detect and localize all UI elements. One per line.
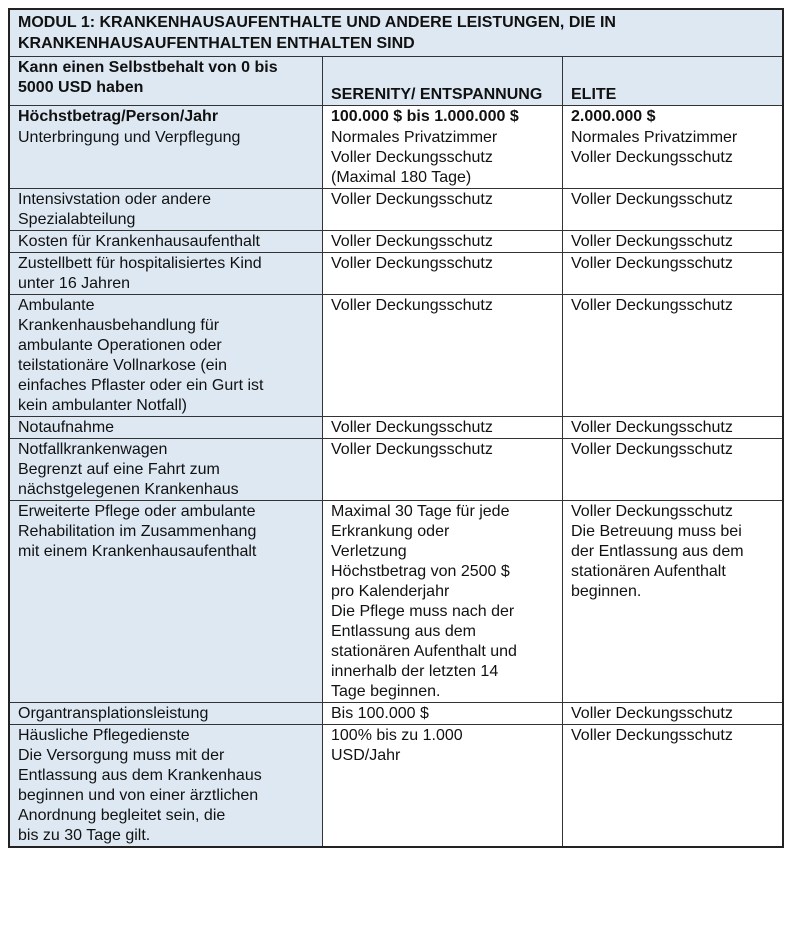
elite-value bbox=[563, 439, 782, 500]
title-row bbox=[10, 10, 782, 56]
header-serenity: SERENITY/ ENTSPANNUNG bbox=[323, 57, 563, 105]
elite-value bbox=[563, 253, 782, 294]
cell-line: Spezialabteilung bbox=[18, 211, 136, 228]
table-row bbox=[10, 724, 782, 846]
max-amount-row bbox=[10, 105, 782, 127]
cell-line: Tage beginnen. bbox=[331, 683, 441, 700]
cell-line: Normales Privatzimmer bbox=[331, 129, 498, 146]
benefit-rows bbox=[10, 127, 782, 846]
cell-line: Rehabilitation im Zusammenhang bbox=[18, 523, 257, 540]
table-row bbox=[10, 252, 782, 294]
cell-line: Voller Deckungsschutz bbox=[571, 503, 733, 520]
cell-line: Erweiterte Pflege oder ambulante bbox=[18, 503, 256, 520]
cell-line: bis zu 30 Tage gilt. bbox=[18, 827, 151, 844]
cell-line: nächstgelegenen Krankenhaus bbox=[18, 481, 239, 498]
cell-line: Voller Deckungsschutz bbox=[331, 419, 493, 436]
cell-line: Voller Deckungsschutz bbox=[571, 441, 733, 458]
cell-line: Voller Deckungsschutz bbox=[331, 255, 493, 272]
cell-line: beginnen. bbox=[571, 583, 642, 600]
elite-value bbox=[563, 295, 782, 416]
elite-value bbox=[563, 501, 782, 702]
cell-line: Anordnung begleitet sein, die bbox=[18, 807, 226, 824]
cell-line: Die Betreuung muss bei bbox=[571, 523, 742, 540]
serenity-value bbox=[323, 295, 563, 416]
serenity-value bbox=[323, 253, 563, 294]
cell-line: Voller Deckungsschutz bbox=[571, 297, 733, 314]
serenity-value bbox=[323, 501, 563, 702]
max-amount-serenity: 100.000 $ bis 1.000.000 $ bbox=[323, 106, 563, 127]
cell-line: Die Versorgung muss mit der bbox=[18, 747, 225, 764]
cell-line: Organtransplationsleistung bbox=[18, 705, 209, 722]
serenity-value bbox=[323, 231, 563, 252]
cell-line: Höchstbetrag von 2500 $ bbox=[331, 563, 510, 580]
benefit-label bbox=[10, 253, 323, 294]
cell-line: Notaufnahme bbox=[18, 419, 115, 436]
table-title: MODUL 1: KRANKENHAUSAUFENTHALTE UND ANDERE LEISTUNGEN, DIE IN KRANKENHAUSAUFENTHALTEN ENTHALTEN SIND bbox=[10, 10, 782, 56]
cell-line: Ambulante bbox=[18, 297, 95, 314]
elite-value bbox=[563, 231, 782, 252]
cell-line: Voller Deckungsschutz bbox=[331, 149, 493, 166]
cell-line: Notfallkrankenwagen bbox=[18, 441, 168, 458]
cell-line: kein ambulanter Notfall) bbox=[18, 397, 187, 414]
header-elite: ELITE bbox=[563, 57, 782, 105]
benefit-label bbox=[10, 189, 323, 230]
cell-line: beginnen und von einer ärztlichen bbox=[18, 787, 259, 804]
cell-line: Bis 100.000 $ bbox=[331, 705, 429, 722]
cell-line: Voller Deckungsschutz bbox=[331, 233, 493, 250]
cell-line: USD/Jahr bbox=[331, 747, 401, 764]
cell-line: Voller Deckungsschutz bbox=[571, 233, 733, 250]
cell-line: (Maximal 180 Tage) bbox=[331, 169, 472, 186]
cell-line: unter 16 Jahren bbox=[18, 275, 131, 292]
table-row bbox=[10, 230, 782, 252]
cell-line: der Entlassung aus dem bbox=[571, 543, 744, 560]
table-row bbox=[10, 500, 782, 702]
table-row bbox=[10, 702, 782, 724]
max-amount-label: Höchstbetrag/Person/Jahr bbox=[10, 106, 323, 127]
benefit-label bbox=[10, 501, 323, 702]
benefit-label bbox=[10, 295, 323, 416]
cell-line: Entlassung aus dem bbox=[331, 623, 476, 640]
elite-value bbox=[563, 127, 782, 188]
serenity-value bbox=[323, 417, 563, 438]
cell-line: Intensivstation oder andere bbox=[18, 191, 212, 208]
elite-value bbox=[563, 703, 782, 724]
elite-value bbox=[563, 725, 782, 846]
cell-line: Normales Privatzimmer bbox=[571, 129, 738, 146]
header-deductible: Kann einen Selbstbehalt von 0 bis 5000 USD haben bbox=[10, 57, 323, 105]
cell-line: Häusliche Pflegedienste bbox=[18, 727, 190, 744]
cell-line: Voller Deckungsschutz bbox=[571, 727, 733, 744]
cell-line: stationären Aufenthalt bbox=[571, 563, 726, 580]
cell-line: Voller Deckungsschutz bbox=[571, 191, 733, 208]
table-row bbox=[10, 127, 782, 188]
cell-line: einfaches Pflaster oder ein Gurt ist bbox=[18, 377, 264, 394]
table-row bbox=[10, 416, 782, 438]
max-amount-elite: 2.000.000 $ bbox=[571, 108, 656, 125]
cell-line: Krankenhausbehandlung für bbox=[18, 317, 220, 334]
cell-line: Voller Deckungsschutz bbox=[571, 705, 733, 722]
table-row bbox=[10, 188, 782, 230]
benefit-label bbox=[10, 439, 323, 500]
cell-line: teilstationäre Vollnarkose (ein bbox=[18, 357, 228, 374]
cell-line: pro Kalenderjahr bbox=[331, 583, 450, 600]
header-row bbox=[10, 56, 782, 105]
benefit-label bbox=[10, 703, 323, 724]
serenity-value bbox=[323, 127, 563, 188]
cell-line: Voller Deckungsschutz bbox=[571, 149, 733, 166]
cell-line: innerhalb der letzten 14 bbox=[331, 663, 499, 680]
cell-line: Voller Deckungsschutz bbox=[571, 419, 733, 436]
coverage-table bbox=[8, 8, 784, 848]
cell-line: Voller Deckungsschutz bbox=[331, 297, 493, 314]
benefit-label bbox=[10, 417, 323, 438]
cell-line: ambulante Operationen oder bbox=[18, 337, 222, 354]
cell-line: Verletzung bbox=[331, 543, 407, 560]
elite-value bbox=[563, 189, 782, 230]
cell-line: mit einem Krankenhausaufenthalt bbox=[18, 543, 257, 560]
elite-value bbox=[563, 417, 782, 438]
cell-line: Zustellbett für hospitalisiertes Kind bbox=[18, 255, 262, 272]
cell-line: stationären Aufenthalt und bbox=[331, 643, 517, 660]
cell-line: 100% bis zu 1.000 bbox=[331, 727, 463, 744]
cell-line: Voller Deckungsschutz bbox=[571, 255, 733, 272]
serenity-value bbox=[323, 439, 563, 500]
cell-line: Voller Deckungsschutz bbox=[331, 191, 493, 208]
table-row bbox=[10, 438, 782, 500]
cell-line: Maximal 30 Tage für jede bbox=[331, 503, 510, 520]
benefit-label bbox=[10, 725, 323, 846]
benefit-label bbox=[10, 231, 323, 252]
cell-line: Voller Deckungsschutz bbox=[331, 441, 493, 458]
serenity-value bbox=[323, 725, 563, 846]
serenity-value bbox=[323, 703, 563, 724]
cell-line: Begrenzt auf eine Fahrt zum bbox=[18, 461, 220, 478]
cell-line: Unterbringung und Verpflegung bbox=[18, 129, 241, 146]
table-row bbox=[10, 294, 782, 416]
cell-line: Erkrankung oder bbox=[331, 523, 450, 540]
benefit-label bbox=[10, 127, 323, 188]
serenity-value bbox=[323, 189, 563, 230]
cell-line: Kosten für Krankenhausaufenthalt bbox=[18, 233, 260, 250]
cell-line: Entlassung aus dem Krankenhaus bbox=[18, 767, 262, 784]
cell-line: Die Pflege muss nach der bbox=[331, 603, 515, 620]
